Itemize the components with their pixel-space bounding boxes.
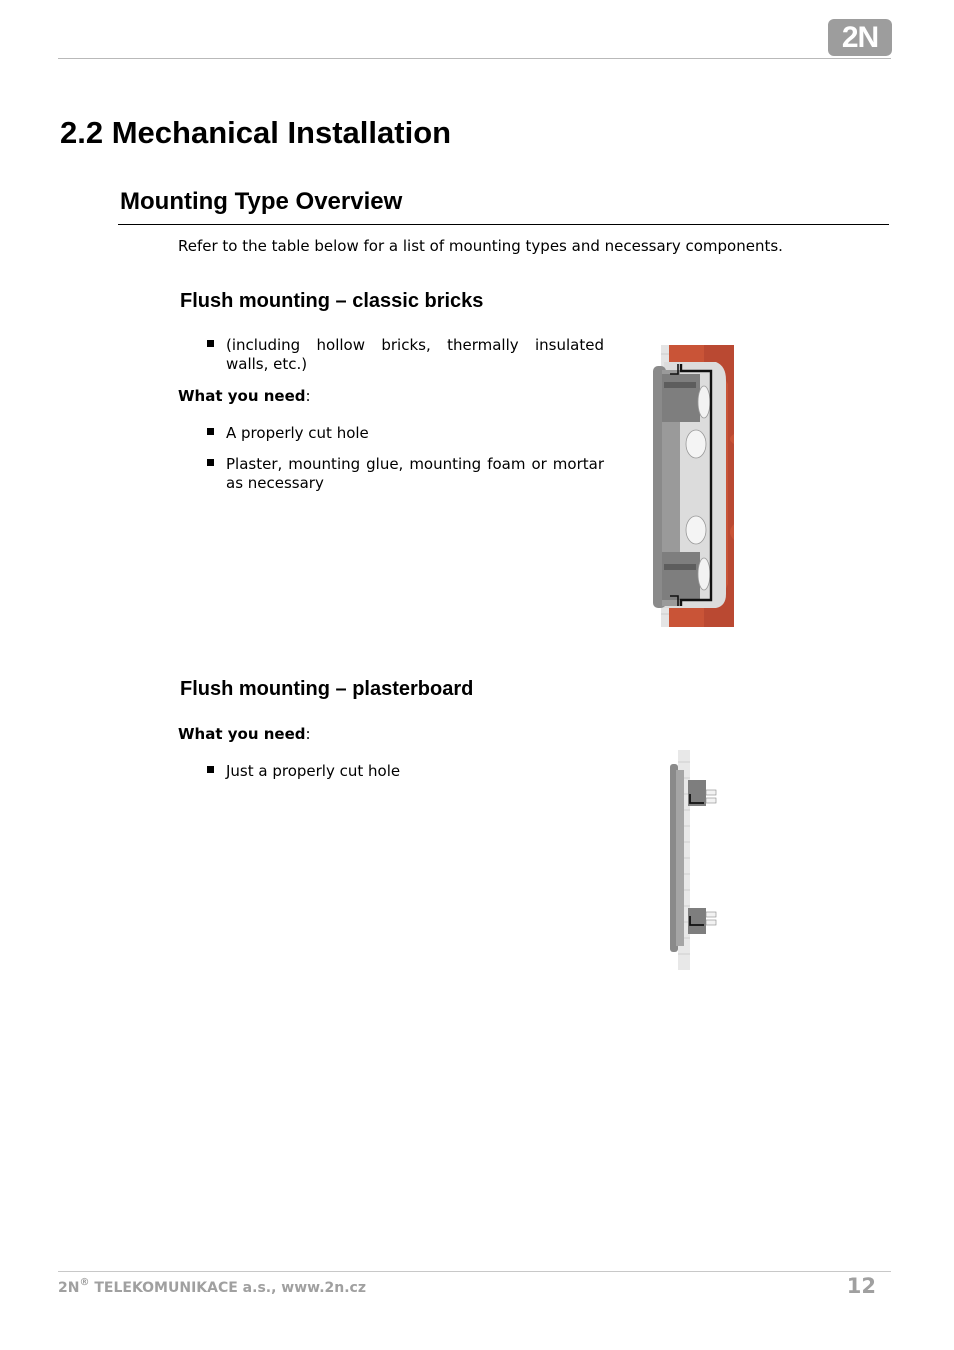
header-rule: [58, 58, 891, 59]
section-heading: Mounting Type Overview: [120, 188, 403, 215]
brick-heading: Flush mounting – classic bricks: [180, 290, 484, 312]
plasterboard-mounting-illustration: [664, 748, 720, 972]
brand-logo-text: 2N: [841, 21, 879, 54]
section-intro: Refer to the table below for a list of mounting types and necessary components.: [178, 237, 783, 255]
brick-note: (including hollow bricks, thermally insulated walls, etc.): [226, 336, 604, 373]
plaster-heading: Flush mounting – plasterboard: [180, 678, 474, 700]
plaster-need-item: Just a properly cut hole: [226, 762, 401, 780]
page-title: 2.2 Mechanical Installation: [60, 115, 452, 150]
brick-need-item: A properly cut hole: [226, 424, 369, 442]
footer-company: 2N® TELEKOMUNIKACE a.s., www.2n.cz: [58, 1277, 366, 1296]
bullet-marker: [207, 459, 214, 466]
footer-rule: [58, 1271, 891, 1272]
brick-need-item: Plaster, mounting glue, mounting foam or mortar as necessary: [226, 455, 604, 492]
brick-need-label: What you need:: [178, 387, 311, 405]
plaster-need-label: What you need:: [178, 725, 311, 743]
bullet-marker: [207, 340, 214, 347]
bullet-marker: [207, 428, 214, 435]
brick-mounting-illustration: [650, 344, 738, 630]
section-rule: [118, 224, 889, 225]
bullet-marker: [207, 766, 214, 773]
page-number: 12: [846, 1274, 876, 1298]
